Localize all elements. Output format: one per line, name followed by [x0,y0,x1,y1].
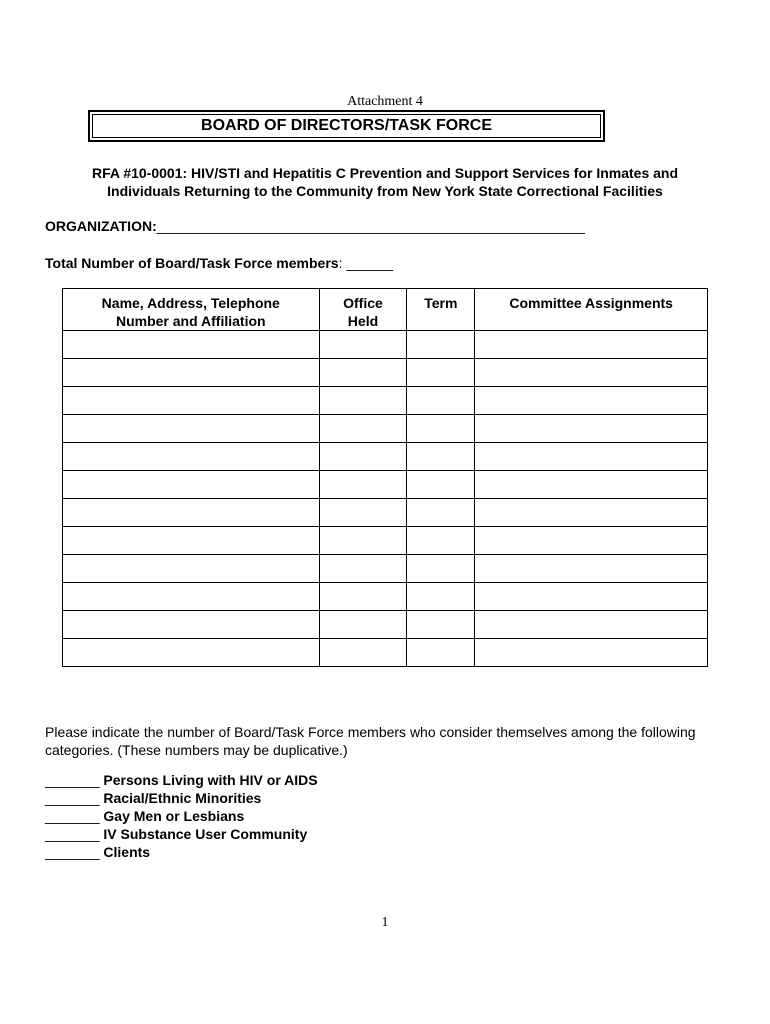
category-item[interactable] [45,771,318,789]
total-members-blank[interactable]: : ______ [338,255,394,271]
table-row [63,471,708,499]
rfa-line-2: Individuals Returning to the Community from New York State Correctional Facilities [107,183,663,199]
header-committee-assignments: Committee Assignments [475,289,708,331]
term-cell[interactable] [407,611,475,639]
term-cell[interactable] [407,555,475,583]
table-row [63,387,708,415]
term-cell[interactable] [407,331,475,359]
term-cell[interactable] [407,443,475,471]
committee-cell[interactable] [475,611,708,639]
office-cell[interactable] [319,639,407,667]
office-cell[interactable] [319,471,407,499]
term-cell[interactable] [407,639,475,667]
committee-cell[interactable] [475,555,708,583]
term-cell[interactable] [407,387,475,415]
category-blank[interactable]: _______ [45,772,100,788]
name-cell[interactable] [63,527,320,555]
name-cell[interactable] [63,387,320,415]
category-item[interactable] [45,789,318,807]
category-label: Clients [103,844,151,860]
category-item[interactable] [45,807,318,825]
category-blank[interactable]: _______ [45,790,100,806]
name-cell[interactable] [63,443,320,471]
organization-blank[interactable]: _______________________________________________________ [156,218,585,234]
committee-cell[interactable] [475,471,708,499]
office-cell[interactable] [319,443,407,471]
committee-cell[interactable] [475,499,708,527]
term-cell[interactable] [407,583,475,611]
term-cell[interactable] [407,415,475,443]
organization-field[interactable] [45,218,585,234]
table-row [63,331,708,359]
office-cell[interactable] [319,555,407,583]
header-name-address: Name, Address, Telephone Number and Affiliation [63,289,320,331]
name-cell[interactable] [63,639,320,667]
table-row [63,555,708,583]
office-cell[interactable] [319,527,407,555]
rfa-heading [40,164,730,200]
name-cell[interactable] [63,331,320,359]
table-row [63,499,708,527]
category-label: Gay Men or Lesbians [103,808,245,824]
term-cell[interactable] [407,359,475,387]
category-label: Persons Living with HIV or AIDS [103,772,318,788]
categories-list [45,771,318,861]
category-item[interactable] [45,825,318,843]
category-label: IV Substance User Community [103,826,308,842]
name-cell[interactable] [63,359,320,387]
committee-cell[interactable] [475,639,708,667]
name-cell[interactable] [63,583,320,611]
table-row [63,443,708,471]
term-cell[interactable] [407,471,475,499]
office-cell[interactable] [319,359,407,387]
name-cell[interactable] [63,499,320,527]
category-blank[interactable]: _______ [45,808,100,824]
term-cell[interactable] [407,499,475,527]
category-blank[interactable]: _______ [45,826,100,842]
category-blank[interactable]: _______ [45,844,100,860]
committee-cell[interactable] [475,583,708,611]
title-box [88,110,605,142]
page-title: BOARD OF DIRECTORS/TASK FORCE [92,114,601,138]
category-item[interactable] [45,843,318,861]
name-cell[interactable] [63,415,320,443]
name-cell[interactable] [63,611,320,639]
committee-cell[interactable] [475,359,708,387]
table-row [63,359,708,387]
categories-instruction: Please indicate the number of Board/Task Force members who consider themselves among the following categories. (These numbers may be duplicative.) [45,724,696,758]
committee-cell[interactable] [475,527,708,555]
page-number: 1 [381,915,389,930]
term-cell[interactable] [407,527,475,555]
committee-cell[interactable] [475,387,708,415]
header-term: Term [407,289,475,331]
office-cell[interactable] [319,415,407,443]
organization-label: ORGANIZATION: [45,218,157,234]
table-row [63,583,708,611]
office-cell[interactable] [319,387,407,415]
name-cell[interactable] [63,471,320,499]
total-members-field[interactable] [45,255,393,271]
rfa-line-1: RFA #10-0001: HIV/STI and Hepatitis C Prevention and Support Services for Inmates and [91,165,679,181]
header-office-held: Office Held [319,289,407,331]
committee-cell[interactable] [475,415,708,443]
total-members-label: Total Number of Board/Task Force members [45,255,339,271]
office-cell[interactable] [319,611,407,639]
office-cell[interactable] [319,583,407,611]
office-cell[interactable] [319,499,407,527]
name-cell[interactable] [63,555,320,583]
committee-cell[interactable] [475,331,708,359]
table-header-row [63,289,708,331]
table-row [63,611,708,639]
table-row [63,415,708,443]
attachment-label: Attachment 4 [347,94,423,109]
committee-cell[interactable] [475,443,708,471]
table-row [63,639,708,667]
office-cell[interactable] [319,331,407,359]
category-label: Racial/Ethnic Minorities [103,790,262,806]
members-table [62,288,708,667]
members-table-body [63,331,708,667]
table-row [63,527,708,555]
